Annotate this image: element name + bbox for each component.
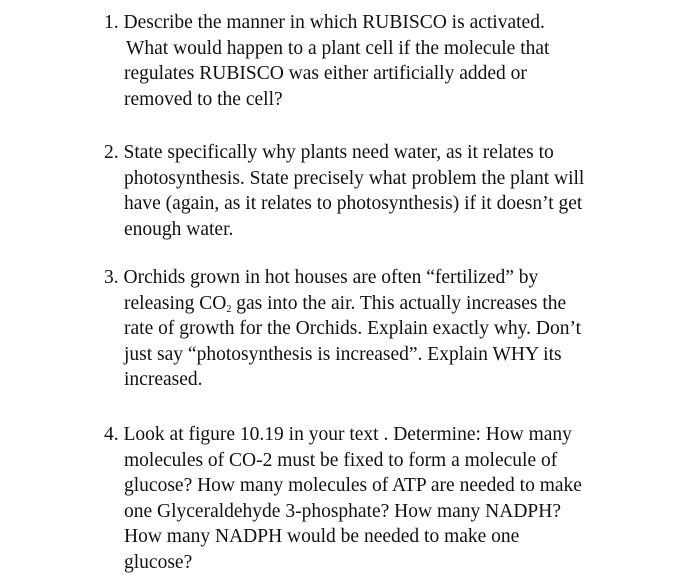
question-3-text-1: Orchids grown in hot houses are often “fertilized” by	[123, 267, 539, 288]
co2-subscript: 2	[226, 303, 232, 315]
question-2-text-1: State specifically why plants need water, as it relates to	[123, 142, 554, 163]
question-4-line-2: molecules of CO-2 must be fixed to form a molecule of	[124, 449, 558, 471]
question-3-line-4: just say “photosynthesis is increased”. Explain WHY its	[124, 343, 562, 365]
question-1-line-2: What would happen to a plant cell if the molecule that	[126, 37, 550, 59]
question-2	[104, 140, 664, 242]
question-2-line-4: enough water.	[124, 218, 234, 240]
question-1-line-1	[104, 10, 664, 36]
question-3-line-5: increased.	[124, 369, 203, 390]
question-1	[104, 10, 664, 112]
question-3-text-2a: releasing CO	[124, 292, 227, 314]
question-2-line-2: photosynthesis. State precisely what problem the plant will	[124, 167, 585, 189]
question-1-number: 1.	[104, 12, 119, 33]
question-4-line-6: glucose?	[124, 551, 193, 573]
question-4-text-1: Look at figure 10.19 in your text . Determine: How many	[123, 424, 572, 445]
question-2-line-3: have (again, as it relates to photosynthesis) if it doesn’t get	[124, 193, 583, 214]
question-4-line-5: How many NADPH would be needed to make one	[124, 526, 520, 547]
question-4-line-1	[104, 422, 664, 448]
question-2-number: 2.	[104, 142, 119, 163]
question-4-number: 4.	[104, 424, 119, 445]
question-4-line-3: glucose? How many molecules of ATP are needed to make	[124, 475, 582, 496]
question-4	[104, 422, 664, 575]
question-2-line-1	[104, 140, 664, 166]
question-3-line-3: rate of growth for the Orchids. Explain exactly why. Don’t	[124, 318, 582, 339]
question-3-line-1	[104, 265, 664, 291]
question-3-number: 3.	[104, 267, 119, 288]
question-1-line-4: removed to the cell?	[124, 88, 283, 110]
question-4-line-4: one Glyceraldehyde 3-phosphate? How many NADPH?	[124, 500, 561, 522]
question-3-line-2	[104, 291, 664, 317]
question-1-text-1: Describe the manner in which RUBISCO is activated.	[123, 12, 545, 33]
question-3	[104, 265, 664, 393]
question-1-line-3: regulates RUBISCO was either artificially added or	[124, 63, 527, 84]
question-3-text-2b: gas into the air. This actually increases the	[231, 292, 567, 314]
